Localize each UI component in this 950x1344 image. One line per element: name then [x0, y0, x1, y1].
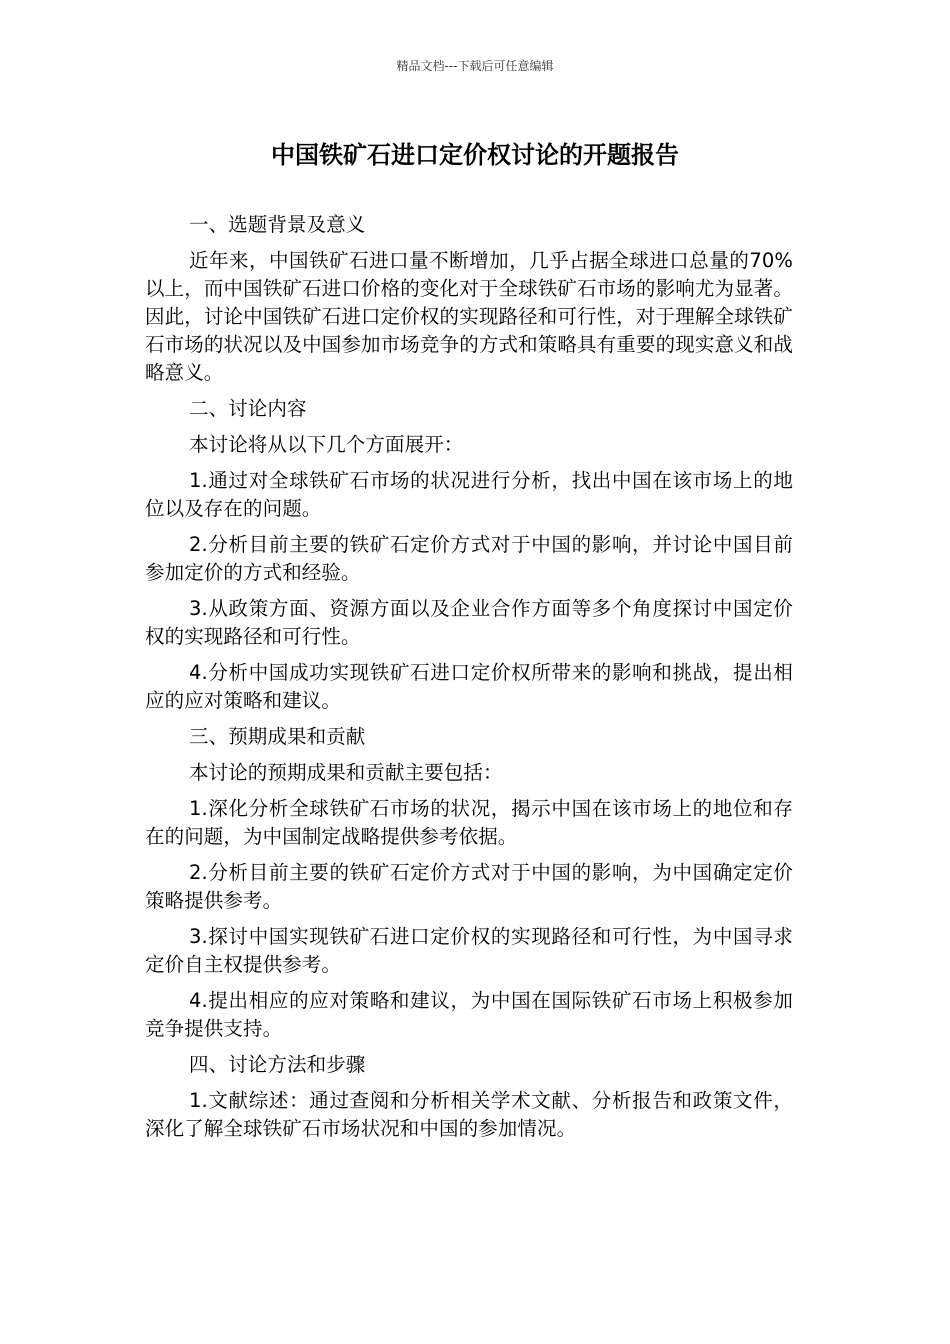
list-item-outcomes-4: 4.提出相应的应对策略和建议，为中国在国际铁矿石市场上积极参加竞争提供支持。 [145, 989, 793, 1040]
section-heading-content: 二、讨论内容 [189, 397, 307, 420]
list-item-outcomes-1: 1.深化分析全球铁矿石市场的状况，揭示中国在该市场上的地位和存在的问题，为中国制定战略提供参考依据。 [145, 797, 793, 848]
paragraph-content-intro: 本讨论将从以下几个方面展开： [189, 433, 464, 456]
section-heading-outcomes: 三、预期成果和贡献 [189, 725, 366, 748]
list-item-content-1: 1.通过对全球铁矿石市场的状况进行分析，找出中国在该市场上的地位以及存在的问题。 [145, 469, 793, 520]
page-header: 精品文档---下载后可任意编辑 [396, 59, 554, 73]
paragraph-background: 近年来，中国铁矿石进口量不断增加，几乎占据全球进口总量的70%以上，而中国铁矿石进口价格的变化对于全球铁矿石市场的影响尤为显著。因此，讨论中国铁矿石进口定价权的实现路径和可行性，对于理解全球铁矿石市场的状况以及中国参加市场竞争的方式和策略具有重要的现实意义和战略意义。 [145, 249, 793, 384]
document-body [145, 211, 793, 1151]
list-item-outcomes-2: 2.分析目前主要的铁矿石定价方式对于中国的影响，为中国确定定价策略提供参考。 [145, 861, 793, 912]
list-item-content-3: 3.从政策方面、资源方面以及企业合作方面等多个角度探讨中国定价权的实现路径和可行性。 [145, 597, 793, 648]
list-item-content-2: 2.分析目前主要的铁矿石定价方式对于中国的影响，并讨论中国目前参加定价的方式和经验。 [145, 533, 793, 584]
list-item-outcomes-3: 3.探讨中国实现铁矿石进口定价权的实现路径和可行性，为中国寻求定价自主权提供参考。 [145, 925, 793, 976]
list-item-content-4: 4.分析中国成功实现铁矿石进口定价权所带来的影响和挑战，提出相应的应对策略和建议。 [145, 661, 793, 712]
section-heading-background: 一、选题背景及意义 [189, 213, 366, 236]
paragraph-outcomes-intro: 本讨论的预期成果和贡献主要包括： [189, 761, 503, 784]
document-title: 中国铁矿石进口定价权讨论的开题报告 [271, 141, 679, 169]
section-heading-methods: 四、讨论方法和步骤 [189, 1053, 366, 1076]
list-item-methods-1: 1.文献综述：通过查阅和分析相关学术文献、分析报告和政策文件，深化了解全球铁矿石市场状况和中国的参加情况。 [145, 1089, 793, 1140]
